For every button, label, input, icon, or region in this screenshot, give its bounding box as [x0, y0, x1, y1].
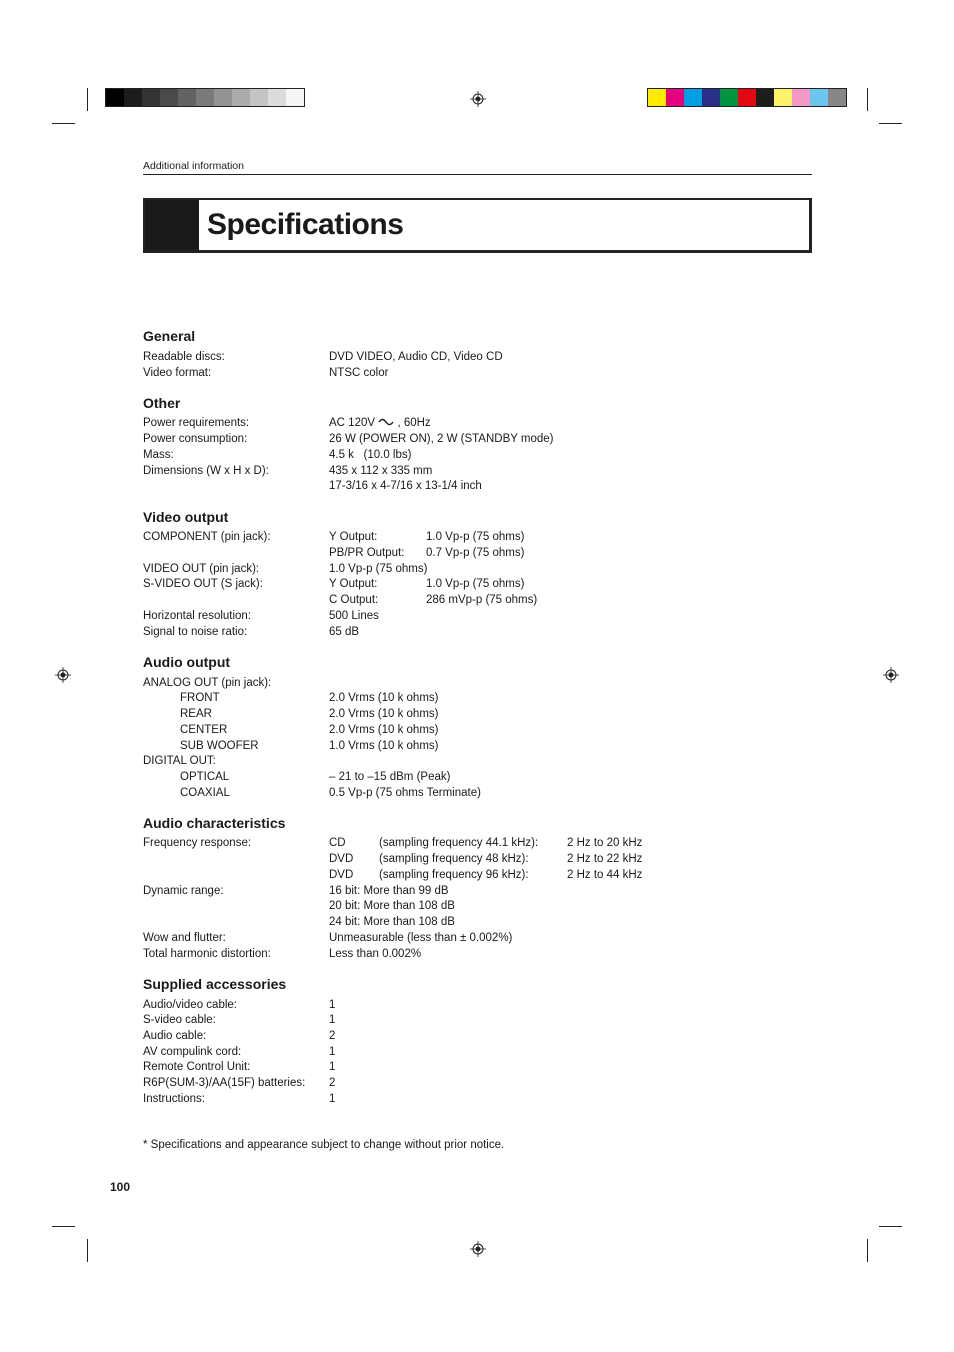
spec-label: Dynamic range:: [143, 885, 224, 897]
spec-value: 2.0 Vrms (10 k ohms): [329, 708, 439, 720]
spec-value: 65 dB: [329, 626, 360, 638]
color-swatch: [738, 89, 756, 106]
spec-label: Mass:: [143, 449, 174, 461]
disc-type: CD: [329, 837, 346, 849]
spec-label: Video format:: [143, 367, 212, 379]
spec-label: Dimensions (W x H x D):: [143, 465, 269, 477]
gray-swatch: [250, 89, 268, 106]
spec-value-post: , 60Hz: [397, 417, 431, 429]
gray-swatch: [106, 89, 124, 106]
running-header: Additional information: [143, 160, 244, 172]
color-swatch: [666, 89, 684, 106]
spec-value: 2: [329, 1030, 336, 1042]
gray-swatch: [124, 89, 142, 106]
spec-value-2: 286 mVp-p (75 ohms): [426, 594, 538, 606]
spec-value: 2.0 Vrms (10 k ohms): [329, 692, 439, 704]
spec-label: COMPONENT (pin jack):: [143, 531, 271, 543]
color-swatch: [810, 89, 828, 106]
gray-swatch: [214, 89, 232, 106]
spec-value: Unmeasurable (less than ± 0.002%): [329, 932, 513, 944]
section-title-other: Other: [143, 395, 181, 411]
spec-label: REAR: [180, 708, 212, 720]
spec-label: Horizontal resolution:: [143, 610, 252, 622]
crop-mark: [879, 1226, 902, 1227]
spec-label: CENTER: [180, 724, 228, 736]
process-color-bar: [647, 88, 847, 107]
disc-type: DVD: [329, 853, 354, 865]
gray-swatch: [178, 89, 196, 106]
section-title-supplied-accessories: Supplied accessories: [143, 976, 287, 992]
section-title-audio-output: Audio output: [143, 654, 231, 670]
spec-value: 1: [329, 1046, 336, 1058]
spec-value: 24 bit: More than 108 dB: [329, 916, 455, 928]
ac-symbol-icon: [378, 417, 394, 427]
spec-value: 1: [329, 1014, 336, 1026]
spec-label: ANALOG OUT (pin jack):: [143, 677, 272, 689]
color-swatch: [684, 89, 702, 106]
spec-label: Power requirements:: [143, 417, 250, 429]
crop-mark: [87, 1239, 88, 1262]
spec-label: S-video cable:: [143, 1014, 216, 1026]
spec-label: Signal to noise ratio:: [143, 626, 248, 638]
spec-label: Instructions:: [143, 1093, 205, 1105]
gray-swatch: [286, 89, 304, 106]
spec-label: COAXIAL: [180, 787, 230, 799]
frequency-range: 2 Hz to 20 kHz: [567, 837, 643, 849]
crop-mark: [52, 123, 75, 124]
spec-value: 1: [329, 1061, 336, 1073]
sampling-frequency: (sampling frequency 48 kHz):: [379, 853, 529, 865]
color-swatch: [774, 89, 792, 106]
crop-mark: [52, 1226, 75, 1227]
header-rule: [143, 174, 812, 175]
frequency-range: 2 Hz to 44 kHz: [567, 869, 643, 881]
color-swatch: [702, 89, 720, 106]
spec-label: AV compulink cord:: [143, 1046, 242, 1058]
spec-value-2: 1.0 Vp-p (75 ohms): [426, 578, 525, 590]
page-title-box: [143, 198, 812, 253]
spec-value: 20 bit: More than 108 dB: [329, 900, 455, 912]
spec-value: C Output:: [329, 594, 379, 606]
gray-swatch: [160, 89, 178, 106]
title-block: [145, 200, 199, 250]
footnote: * Specifications and appearance subject to change without prior notice.: [143, 1139, 505, 1151]
gray-swatch: [196, 89, 214, 106]
page-number: 100: [110, 1180, 131, 1194]
grayscale-color-bar: [105, 88, 305, 107]
color-swatch: [792, 89, 810, 106]
gray-swatch: [232, 89, 250, 106]
registration-mark-icon: [883, 667, 899, 683]
spec-value: 1.0 Vrms (10 k ohms): [329, 740, 439, 752]
gray-swatch: [268, 89, 286, 106]
spec-value: 26 W (POWER ON), 2 W (STANDBY mode): [329, 433, 554, 445]
spec-label: S-VIDEO OUT (S jack):: [143, 578, 263, 590]
spec-value-2: 1.0 Vp-p (75 ohms): [426, 531, 525, 543]
spec-value: 2: [329, 1077, 336, 1089]
spec-label: Audio cable:: [143, 1030, 207, 1042]
spec-label: VIDEO OUT (pin jack):: [143, 563, 260, 575]
spec-value: 1: [329, 999, 336, 1011]
spec-label: Wow and flutter:: [143, 932, 226, 944]
section-title-audio-characteristics: Audio characteristics: [143, 815, 286, 831]
spec-value: 0.5 Vp-p (75 ohms Terminate): [329, 787, 481, 799]
spec-value: Y Output:: [329, 531, 378, 543]
spec-value: NTSC color: [329, 367, 389, 379]
color-swatch: [756, 89, 774, 106]
spec-value: 16 bit: More than 99 dB: [329, 885, 449, 897]
section-title-general: General: [143, 328, 196, 344]
sampling-frequency: (sampling frequency 96 kHz):: [379, 869, 529, 881]
spec-value-2: 0.7 Vp-p (75 ohms): [426, 547, 525, 559]
sampling-frequency: (sampling frequency 44.1 kHz):: [379, 837, 539, 849]
color-swatch: [828, 89, 846, 106]
spec-label: Readable discs:: [143, 351, 225, 363]
spec-value: Y Output:: [329, 578, 378, 590]
page-title: Specifications: [207, 208, 404, 241]
spec-label: Audio/video cable:: [143, 999, 237, 1011]
spec-value: DVD VIDEO, Audio CD, Video CD: [329, 351, 503, 363]
spec-value-pre: AC 120V: [329, 417, 376, 429]
spec-value: Less than 0.002%: [329, 948, 422, 960]
spec-value: 2.0 Vrms (10 k ohms): [329, 724, 439, 736]
spec-value: 500 Lines: [329, 610, 379, 622]
spec-label: SUB WOOFER: [180, 740, 259, 752]
spec-value: 435 x 112 x 335 mm: [329, 465, 433, 477]
spec-value: 1: [329, 1093, 336, 1105]
color-swatch: [648, 89, 666, 106]
disc-type: DVD: [329, 869, 354, 881]
spec-value: 4.5 k (10.0 lbs): [329, 449, 412, 461]
spec-label: Remote Control Unit:: [143, 1061, 251, 1073]
spec-label: Frequency response:: [143, 837, 252, 849]
spec-label: Power consumption:: [143, 433, 248, 445]
spec-label: FRONT: [180, 692, 220, 704]
spec-label: Total harmonic distortion:: [143, 948, 271, 960]
registration-mark-icon: [470, 91, 486, 107]
crop-mark: [867, 88, 868, 111]
registration-mark-icon: [55, 667, 71, 683]
spec-label: DIGITAL OUT:: [143, 755, 216, 767]
crop-mark: [879, 123, 902, 124]
spec-label: R6P(SUM-3)/AA(15F) batteries:: [143, 1077, 306, 1089]
section-title-video-output: Video output: [143, 509, 229, 525]
registration-mark-icon: [470, 1241, 486, 1257]
spec-value: PB/PR Output:: [329, 547, 405, 559]
crop-mark: [87, 88, 88, 111]
frequency-range: 2 Hz to 22 kHz: [567, 853, 643, 865]
spec-value: 17-3/16 x 4-7/16 x 13-1/4 inch: [329, 480, 482, 492]
spec-value: [329, 415, 431, 431]
gray-swatch: [142, 89, 160, 106]
color-swatch: [720, 89, 738, 106]
spec-label: OPTICAL: [180, 771, 230, 783]
spec-value: – 21 to –15 dBm (Peak): [329, 771, 451, 783]
crop-mark: [867, 1239, 868, 1262]
spec-value: 1.0 Vp-p (75 ohms): [329, 563, 428, 575]
